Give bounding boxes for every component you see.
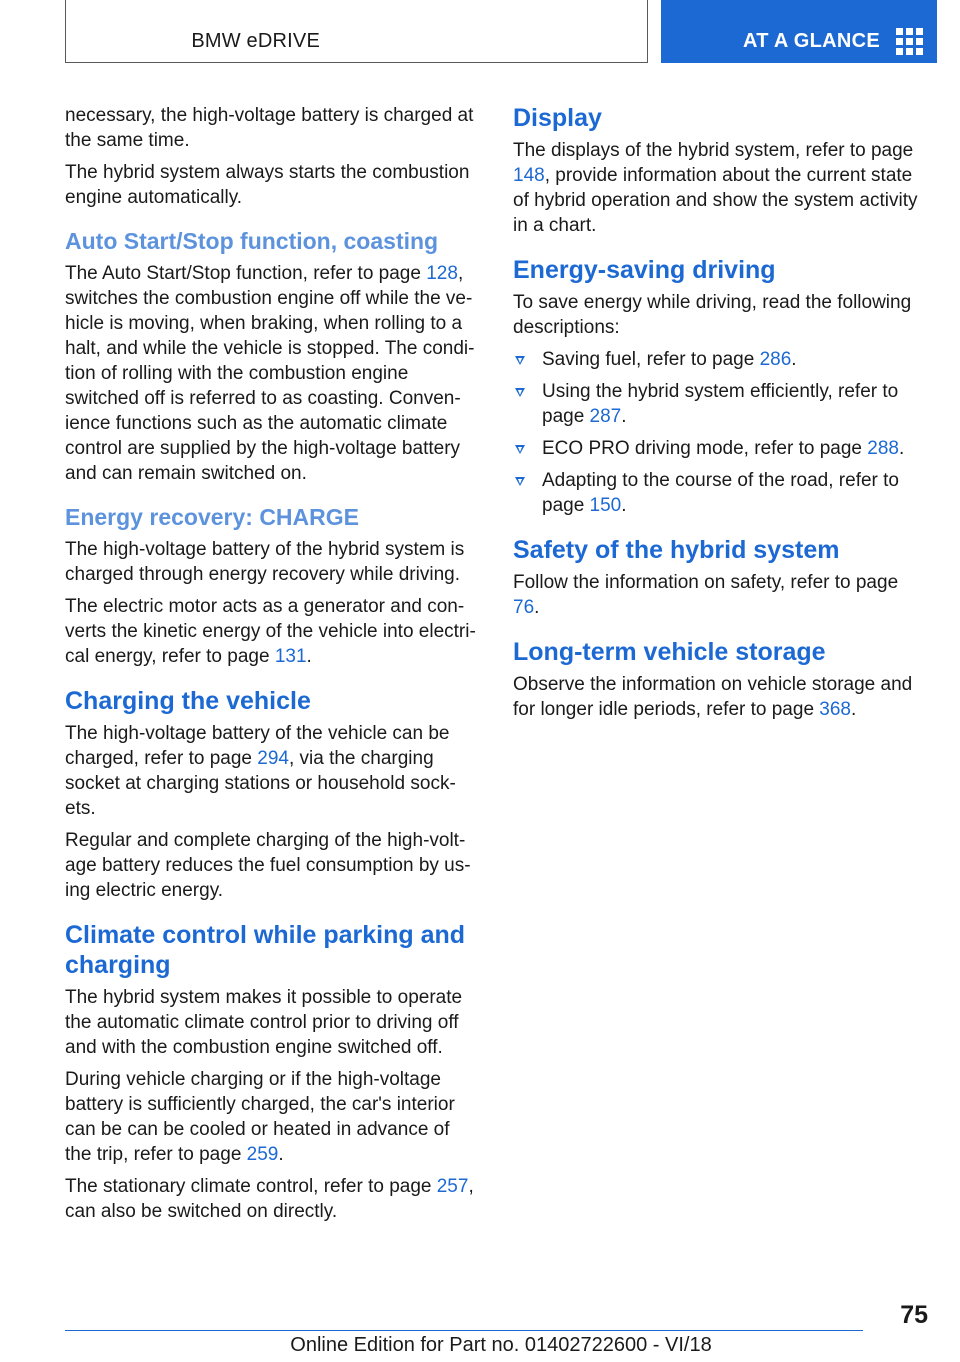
paragraph: The high-voltage battery of the hybrid system is charged through energy recovery while driving. — [65, 539, 465, 585]
list-item: ECO PRO driving mode, refer to page 288. — [513, 436, 923, 461]
paragraph: Observe the information on vehicle storage and for longer idle periods, refer to page 368. — [513, 674, 913, 720]
grid-icon[interactable] — [896, 28, 923, 55]
heading-storage: Long-term vehicle storage — [513, 638, 826, 666]
paragraph: The electric motor acts as a generator and con‐verts the kinetic energy of the vehicle into electri‐cal energy, refer to page 131. — [65, 596, 476, 667]
paragraph: necessary, the high-voltage battery is charged at the same time. — [65, 105, 474, 151]
list-item: Adapting to the course of the road, refer to page 150. — [513, 468, 923, 518]
list-item: Saving fuel, refer to page 286. — [513, 347, 923, 372]
paragraph: Regular and complete charging of the high-volt‐age battery reduces the fuel consumption by us‐ing electric energy. — [65, 830, 471, 901]
right-column — [513, 103, 923, 729]
footer-divider — [65, 1330, 863, 1331]
paragraph: Follow the information on safety, refer to page 76. — [513, 572, 899, 618]
page-link[interactable]: 287 — [589, 406, 622, 427]
page-link[interactable]: 288 — [867, 438, 899, 459]
heading-safety: Safety of the hybrid system — [513, 536, 840, 564]
paragraph: The stationary climate control, refer to page 257, can also be switched on directly. — [65, 1176, 474, 1222]
paragraph: The hybrid system always starts the combustion engine automatically. — [65, 162, 470, 208]
page-link[interactable]: 294 — [257, 748, 289, 769]
paragraph: The high-voltage battery of the vehicle can be charged, refer to page 294, via the charging socket at charging stations or household sock‐ets. — [65, 723, 456, 819]
triangle-bullet-icon — [515, 388, 525, 397]
paragraph: The hybrid system makes it possible to operate the automatic climate control prior to driving off and with the combustion engine switched off. — [65, 987, 463, 1058]
heading-energy-saving: Energy-saving driving — [513, 256, 776, 284]
triangle-bullet-icon — [515, 356, 525, 365]
paragraph: To save energy while driving, read the following descriptions: — [513, 292, 912, 338]
footer-edition: Online Edition for Part no. 01402722600 - VI/18 — [290, 1334, 712, 1356]
paragraph: During vehicle charging or if the high-voltage battery is sufficiently charged, the car's interior can be can be cooled or heated in advance of the trip, refer to page 259. — [65, 1069, 455, 1165]
page-link[interactable]: 76 — [513, 597, 535, 618]
page-link[interactable]: 150 — [589, 495, 622, 516]
left-column — [65, 103, 478, 1231]
page-number: 75 — [900, 1301, 928, 1329]
triangle-bullet-icon — [515, 477, 525, 486]
list-item: Using the hybrid system efficiently, refer to page 287. — [513, 379, 923, 429]
tab-label: AT A GLANCE — [743, 30, 880, 52]
heading-charging-vehicle: Charging the vehicle — [65, 687, 311, 715]
header-section-box — [65, 0, 648, 63]
heading-display: Display — [513, 104, 602, 132]
page-link[interactable]: 257 — [436, 1176, 469, 1197]
heading-energy-recovery: Energy recovery: CHARGE — [65, 504, 359, 530]
page-link[interactable]: 286 — [759, 349, 792, 370]
page-link[interactable]: 128 — [426, 263, 458, 284]
section-title: BMW eDRIVE — [191, 30, 320, 52]
tab-at-a-glance[interactable] — [661, 0, 937, 63]
page-link[interactable]: 148 — [513, 165, 545, 186]
page-link[interactable]: 131 — [274, 646, 307, 667]
reference-list — [513, 347, 923, 518]
page-link[interactable]: 368 — [819, 699, 851, 720]
heading-auto-start-stop: Auto Start/Stop function, coasting — [65, 228, 439, 254]
page-link[interactable]: 259 — [246, 1144, 279, 1165]
triangle-bullet-icon — [515, 445, 525, 454]
heading-climate-control: Climate control while parking and charging — [65, 921, 466, 979]
paragraph: The displays of the hybrid system, refer to page 148, provide information about the current state of hybrid operation and show the system activity in a chart. — [513, 140, 918, 236]
paragraph: The Auto Start/Stop function, refer to page 128, switches the combustion engine off while the ve‐hicle is moving, when braking, when rolling to a halt, and while the vehicle is stopped. The condi‐tion of rolling with the combustion engine switched off is referred to as coasting. Conven‐ience functions such as the automatic climate control are supplied by the high-voltage battery and can remain switched on. — [65, 263, 475, 484]
